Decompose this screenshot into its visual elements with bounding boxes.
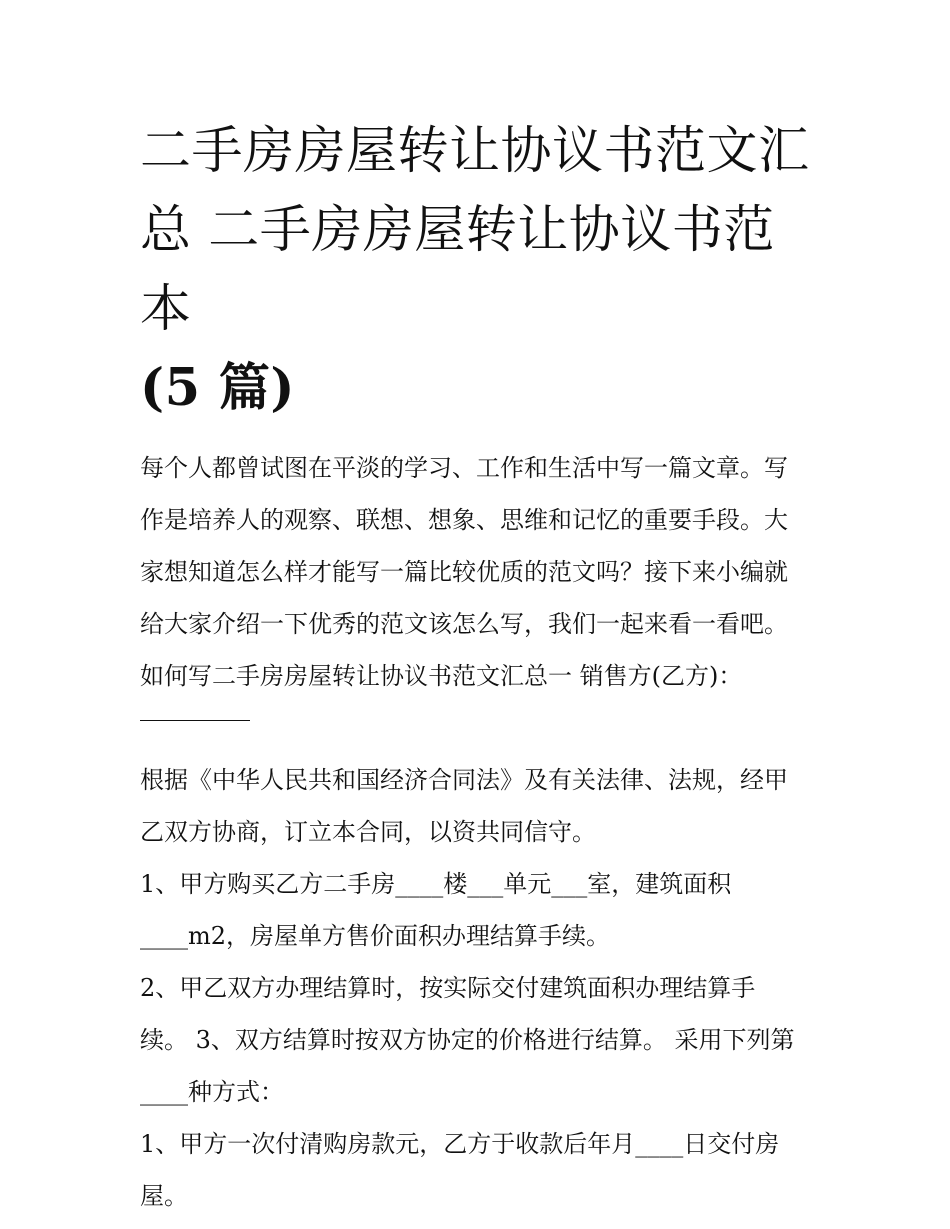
body-line: 1、甲方一次付清购房款元，乙方于收款后年月____日交付房 xyxy=(140,1130,780,1158)
body-line: 如何写二手房房屋转让协议书范文汇总一 销售方(乙方)： xyxy=(140,662,743,690)
fill-in-blank xyxy=(140,702,820,754)
body-line: ____m2，房屋单方售价面积办理结算手续。 xyxy=(140,922,611,950)
body-line: 家想知道怎么样才能写一篇比较优质的范文吗？接下来小编就 xyxy=(140,558,788,586)
body-line: 给大家介绍一下优秀的范文该怎么写，我们一起来看一看吧。 xyxy=(140,610,788,638)
body-line: 2、甲乙双方办理结算时，按实际交付建筑面积办理结算手 xyxy=(140,974,756,1002)
body-line: 作是培养人的观察、联想、想象、思维和记忆的重要手段。大 xyxy=(140,506,788,534)
body-line: ____种方式： xyxy=(140,1078,284,1106)
body-line: 根据《中华人民共和国经济合同法》及有关法律、法规，经甲 xyxy=(140,766,788,794)
title-line-1: 二手房房屋转让协议书范文汇 xyxy=(140,122,810,181)
document-content xyxy=(140,112,820,1222)
body-line: 每个人都曾试图在平淡的学习、工作和生活中写一篇文章。写 xyxy=(140,454,788,482)
body-line: 屋。 xyxy=(140,1182,188,1210)
blank-underline xyxy=(140,720,250,721)
document-body xyxy=(140,442,820,1222)
title-line-2: 总 二手房房屋转让协议书范本 xyxy=(140,201,775,339)
document-title xyxy=(140,112,820,428)
body-line: 1、甲方购买乙方二手房____楼___单元___室，建筑面积 xyxy=(140,870,732,898)
body-line: 续。 3、双方结算时按双方协定的价格进行结算。 采用下列第 xyxy=(140,1026,795,1054)
title-suffix: (5 篇) xyxy=(140,358,296,418)
body-line: 乙双方协商，订立本合同，以资共同信守。 xyxy=(140,818,596,846)
